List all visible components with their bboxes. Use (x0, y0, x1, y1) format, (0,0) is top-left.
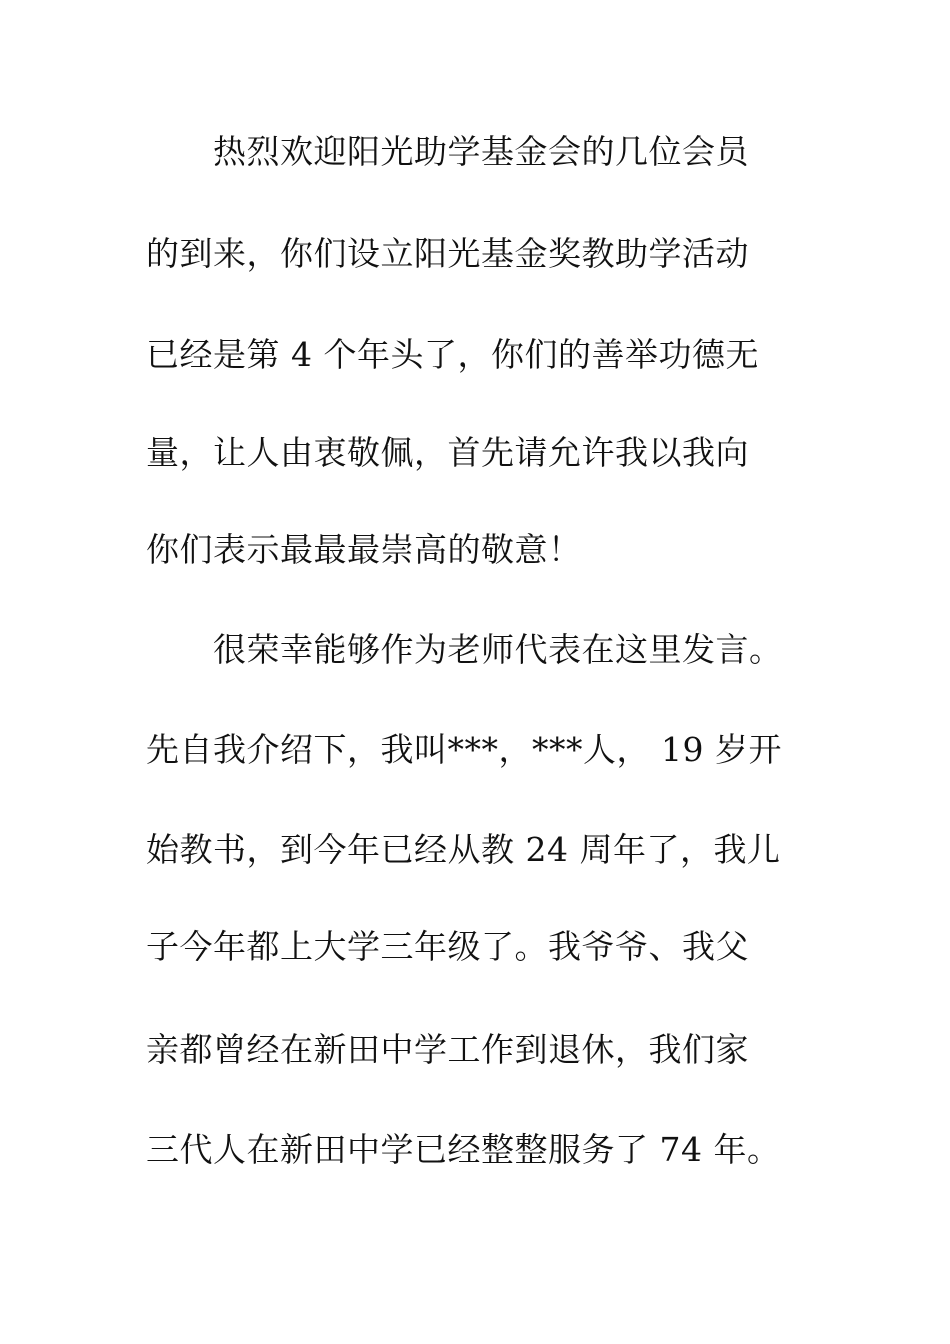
text-line: 量，让人由衷敬佩，首先请允许我以我向 (146, 433, 749, 472)
text-line: 的到来，你们设立阳光基金奖教助学活动 (146, 234, 749, 273)
text-line: 始教书，到今年已经从教 24 周年了，我儿 (146, 830, 781, 869)
text-line: 先自我介绍下，我叫***，***人， 19 岁开 (146, 730, 782, 769)
text-line: 亲都曾经在新田中学工作到退休，我们家 (146, 1030, 749, 1069)
text-line: 热烈欢迎阳光助学基金会的几位会员 (213, 132, 749, 171)
text-line: 你们表示最最最崇高的敬意！ (146, 530, 582, 569)
text-line: 已经是第 4 个年头了，你们的善举功德无 (146, 335, 759, 374)
text-line: 三代人在新田中学已经整整服务了 74 年。 (146, 1130, 781, 1169)
text-line: 子今年都上大学三年级了。我爷爷、我父 (146, 927, 749, 966)
text-line: 很荣幸能够作为老师代表在这里发言。 (213, 630, 783, 669)
